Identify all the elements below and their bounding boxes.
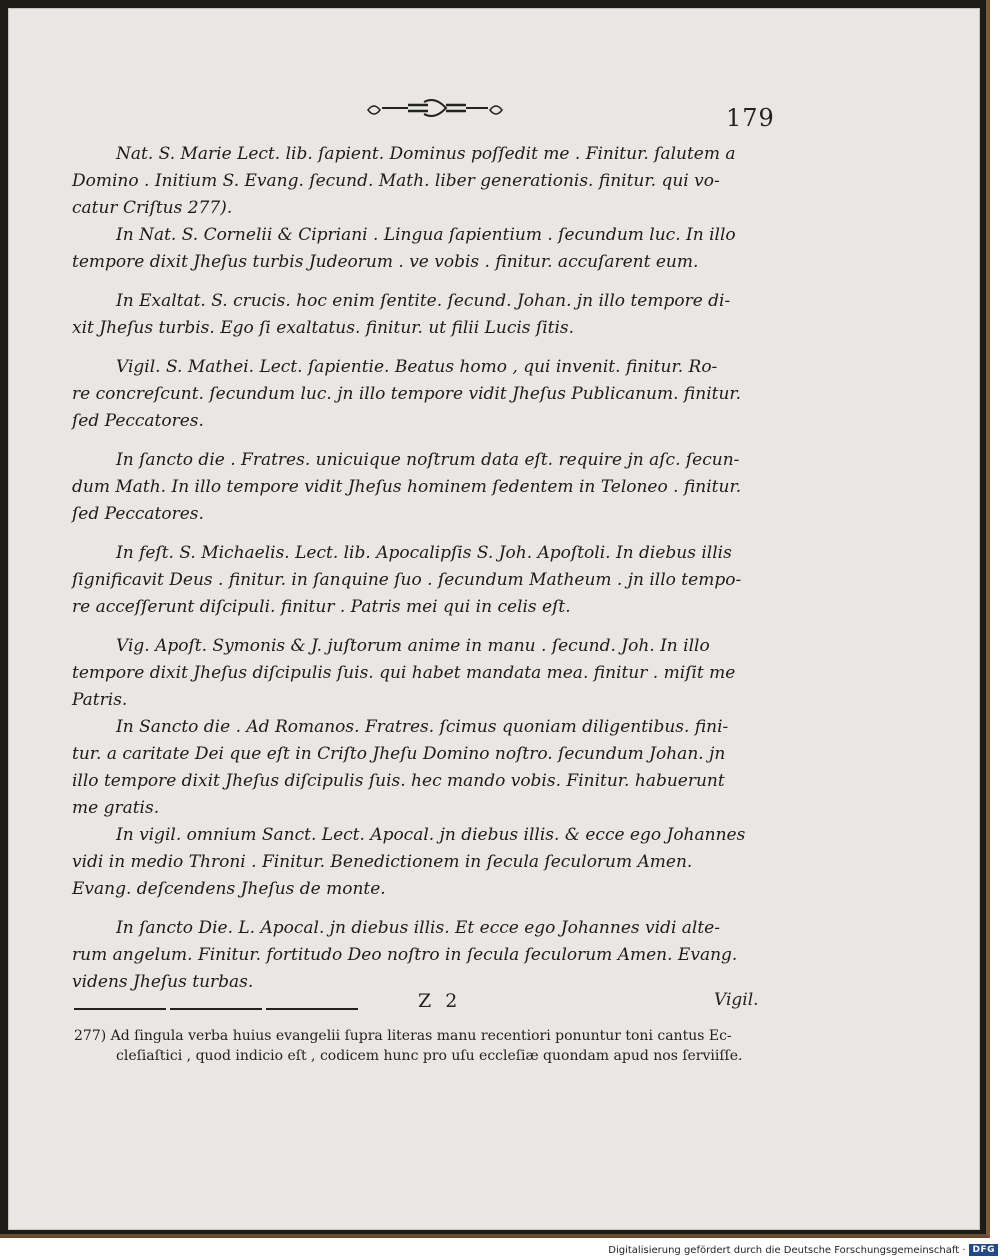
text-line: xit Jheſus turbis. Ego ſi exaltatus. finitur. ut filii Lucis ſitis. [72, 318, 575, 338]
text-line: catur Criſtus 277). [72, 198, 233, 218]
text-line: ſed Peccatores. [72, 504, 204, 524]
text-line: In vigil. omnium Sanct. Lect. Apocal. jn diebus illis. & ecce ego Johannes [116, 825, 746, 845]
text-line: In Sancto die . Ad Romanos. Fratres. ſcimus quoniam diligentibus. fini- [116, 717, 729, 737]
text-line: ſignificavit Deus . finitur. in ſanquine ſuo . ſecundum Matheum . jn illo tempo- [72, 570, 742, 590]
text-line: re acceſſerunt diſcipuli. finitur . Patris mei qui in celis eſt. [72, 597, 571, 617]
ornament-icon [364, 96, 506, 120]
text-line: In ſancto Die. L. Apocal. jn diebus illis. Et ecce ego Johannes vidi alte- [116, 918, 720, 938]
text-line: In Exaltat. S. crucis. hoc enim ſentite. ſecund. Johan. jn illo tempore di- [116, 291, 731, 311]
text-line: rum angelum. Finitur. fortitudo Deo noſtro in ſecula ſeculorum Amen. Evang. [72, 945, 738, 965]
text-line: Vig. Apoſt. Symonis & J. juſtorum anime in manu . ſecund. Joh. In illo [116, 636, 710, 656]
text-line: Evang. deſcendens Jheſus de monte. [72, 879, 386, 899]
footnote [74, 1026, 796, 1066]
main-text [72, 141, 796, 996]
text-line: re concreſcunt. ſecundum luc. jn illo tempore vidit Jheſus Publicanum. finitur. [72, 384, 742, 404]
text-line: illo tempore dixit Jheſus diſcipulis ſuis. hec mando vobis. Finitur. habuerunt [72, 771, 725, 791]
text-line: In feſt. S. Michaelis. Lect. lib. Apocalipſis S. Joh. Apoſtoli. In diebus illis [116, 543, 732, 563]
page-number: 179 [726, 104, 775, 132]
text-line: dum Math. In illo tempore vidit Jheſus hominem ſedentem in Teloneo . finitur. [72, 477, 742, 497]
text-line: Domino . Initium S. Evang. ſecund. Math. liber generationis. finitur. qui vo- [72, 171, 720, 191]
text-line: In ſancto die . Fratres. unicuique noſtrum data eſt. require jn aſc. ſecun- [116, 450, 740, 470]
text-line: tempore dixit Jheſus turbis Judeorum . ve vobis . finitur. accuſarent eum. [72, 252, 699, 272]
text-line: tempore dixit Jheſus diſcipulis ſuis. qui habet mandata mea. finitur . miſit me [72, 663, 736, 683]
digitization-footer [608, 1241, 1000, 1259]
text-line: In Nat. S. Cornelii & Cipriani . Lingua ſapientium . ſecundum luc. In illo [116, 225, 736, 245]
catchword: Vigil. [714, 990, 759, 1010]
footnote-line: cleſiaſtici , quod indicio eſt , codicem hunc pro uſu eccleſiæ quondam apud nos ſerviiſſe. [116, 1048, 743, 1064]
text-line: videns Jheſus turbas. [72, 972, 254, 992]
text-line: ſed Peccatores. [72, 411, 204, 431]
footnote-line: 277) Ad ſingula verba huius evangelii ſupra literas manu recentiori ponuntur toni cantus Ec- [74, 1028, 732, 1044]
text-line: Nat. S. Marie Lect. lib. ſapient. Dominus poſſedit me . Finitur. ſalutem a [116, 144, 736, 164]
footer-text: Digitalisierung gefördert durch die Deutsche Forschungsgemeinschaft · [608, 1244, 966, 1256]
text-line: vidi in medio Throni . Finitur. Benedictionem in ſecula ſeculorum Amen. [72, 852, 693, 872]
footnote-rule [74, 1008, 358, 1012]
text-line: me gratis. [72, 798, 160, 818]
text-line: Patris. [72, 690, 128, 710]
signature-mark: Z 2 [418, 990, 462, 1012]
dfg-logo-icon: DFG [969, 1244, 998, 1256]
text-line: Vigil. S. Mathei. Lect. ſapientie. Beatus homo , qui invenit. finitur. Ro- [116, 357, 718, 377]
text-line: tur. a caritate Dei que eſt in Criſto Jheſu Domino noſtro. ſecundum Johan. jn [72, 744, 726, 764]
